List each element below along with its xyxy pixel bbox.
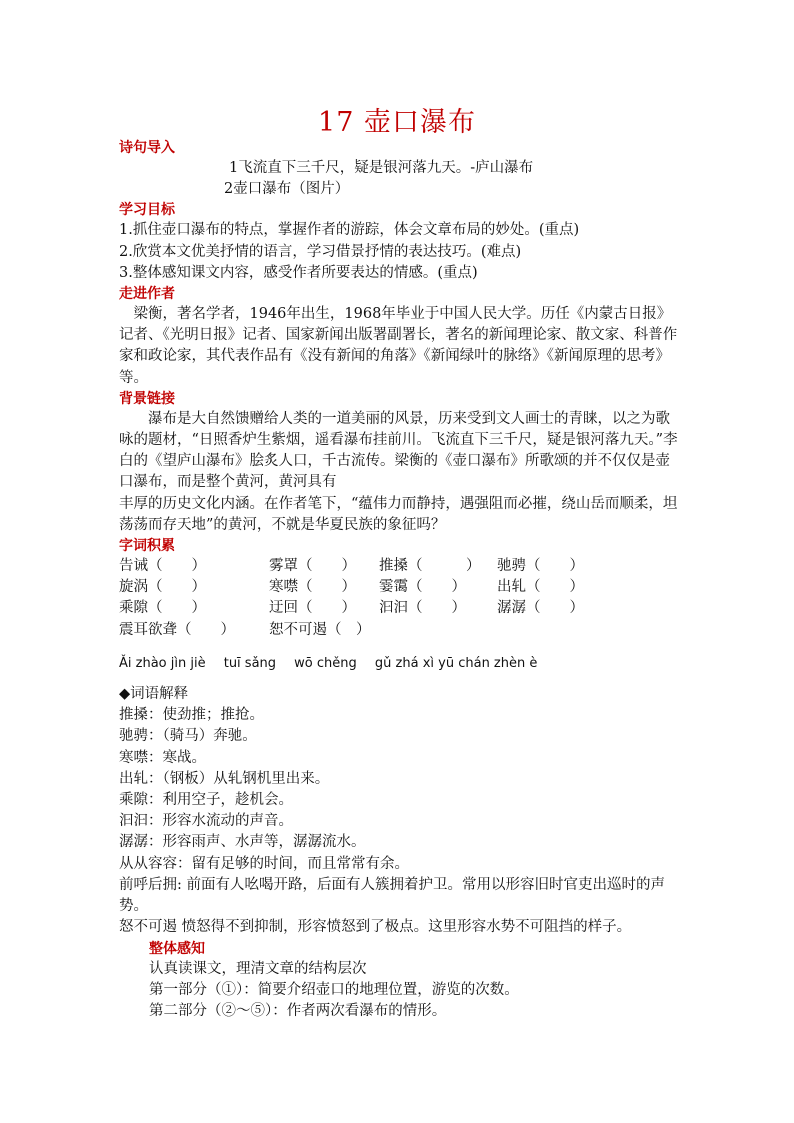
pinyin-group: tuī sǎng [223,655,277,671]
word-cell [379,620,497,641]
poem-line-1: 1飞流直下三千尺，疑是银河落九天。-庐山瀑布 [229,160,534,176]
word-cell: 震耳欲聋（ ） [119,621,235,638]
word-cell: 汩汩（ ） [379,600,466,617]
word-cell: 雾罩（ ） [269,558,356,575]
glossary-item: 出轧：（钢板）从轧钢机里出来。 [119,770,330,787]
poem-line-2: 2壶口瀑布（图片） [224,181,350,198]
glossary-item: 推搡：使劲推；推抢。 [119,707,264,724]
word-cell: 霎霭（ ） [379,579,466,596]
word-cell: 迂回（ ） [269,600,356,617]
word-cell: 告诫（ ） [119,558,206,575]
word-cell: 驰骋（ ） [497,558,584,575]
author-paragraph: 梁衡，著名学者，1946年出生，1968年毕业于中国人民大学。历任《内蒙古日报》记者、《光明日报》记者、国家新闻出版署副署长，著名的新闻理论家、散文家、科普作家和政论家，其代表作品有《没有新闻的角落》《新闻绿叶的脉络》《新闻原理的思考》等。 [119,306,678,386]
word-cell: 推搡（ ） [379,558,481,575]
overview-item: 认真读课文，理清文章的结构层次 [149,960,367,977]
heading-overview: 整体感知 [149,940,205,957]
glossary-item: 寒噤：寒战。 [119,749,206,766]
pinyin-group: wō chěng [294,655,357,671]
heading-words: 字词积累 [119,538,175,555]
glossary-item-long: 前呼后拥: 前面有人吆喝开路，后面有人簇拥着护卫。常用以形容旧时官吏出巡时的声势。 [119,876,665,915]
word-cell: 寒噤（ ） [269,579,356,596]
pinyin-answers [119,653,679,674]
word-cell: 乘隙（ ） [119,600,206,617]
pinyin-group: Ǎi zhào jìn jiè [119,655,206,671]
document-body [119,138,679,1022]
goal-item: 1.抓住壶口瀑布的特点，掌握作者的游踪，体会文章布局的妙处。(重点) [119,222,580,239]
pinyin-group: gǔ zhá xì yū chán zhèn è [374,655,538,671]
heading-author: 走进作者 [119,286,175,303]
heading-glossary: ◆词语解释 [119,686,189,703]
glossary-item: 驰骋：（骑马）奔驰。 [119,728,257,745]
background-paragraph-1: 瀑布是大自然馈赠给人类的一道美丽的风景，历来受到文人画士的青睐，以之为歌咏的题材，“日照香炉生紫烟，遥看瀑布挂前川。飞流直下三千尺，疑是银河落九天。”李白的《望庐山瀑布》脍炙人口，千古流传。梁衡的《壶口瀑布》所歌颂的并不仅仅是壶口瀑布，而是整个黄河，黄河具有 [119,410,678,491]
glossary-item: 潺潺：形容雨声、水声等，潺潺流水。 [119,834,366,851]
background-paragraph-2: 丰厚的历史文化内涵。在作者笔下，“蕴伟力而静持，遇强阻而必摧，绕山岳而顺柔，坦荡荡而存天地”的黄河，不就是华夏民族的象征吗？ [119,495,678,533]
glossary-item: 乘隙：利用空子，趁机会。 [119,792,293,809]
word-cell: 恕不可遏（ ） [269,621,371,638]
goal-item: 2.欣赏本文优美抒情的语言，学习借景抒情的表达技巧。(难点) [119,243,522,260]
glossary-item: 汩汩：形容水流动的声音。 [119,813,293,830]
heading-poem-intro: 诗句导入 [119,140,175,156]
overview-item: 第二部分（②～⑤）：作者两次看瀑布的情形。 [149,1002,447,1019]
word-cell: 旋涡（ ） [119,579,206,596]
glossary-item: 从从容容：留有足够的时间，而且常常有余。 [119,855,409,872]
word-cell: 潺潺（ ） [497,600,584,617]
overview-item: 第一部分（①）：简要介绍壶口的地理位置，游览的次数。 [149,981,519,998]
heading-background: 背景链接 [119,390,175,407]
word-cell: 出轧（ ） [497,579,584,596]
word-cell [497,620,617,641]
glossary-item-long: 怒不可遏 愤怒得不到抑制，形容愤怒到了极点。这里形容水势不可阻挡的样子。 [119,919,632,936]
page-title: 17 壶口瀑布 [318,107,476,138]
word-grid [119,556,679,641]
heading-goals: 学习目标 [119,202,175,219]
goal-item: 3.整体感知课文内容，感受作者所要表达的情感。(重点) [119,264,478,281]
